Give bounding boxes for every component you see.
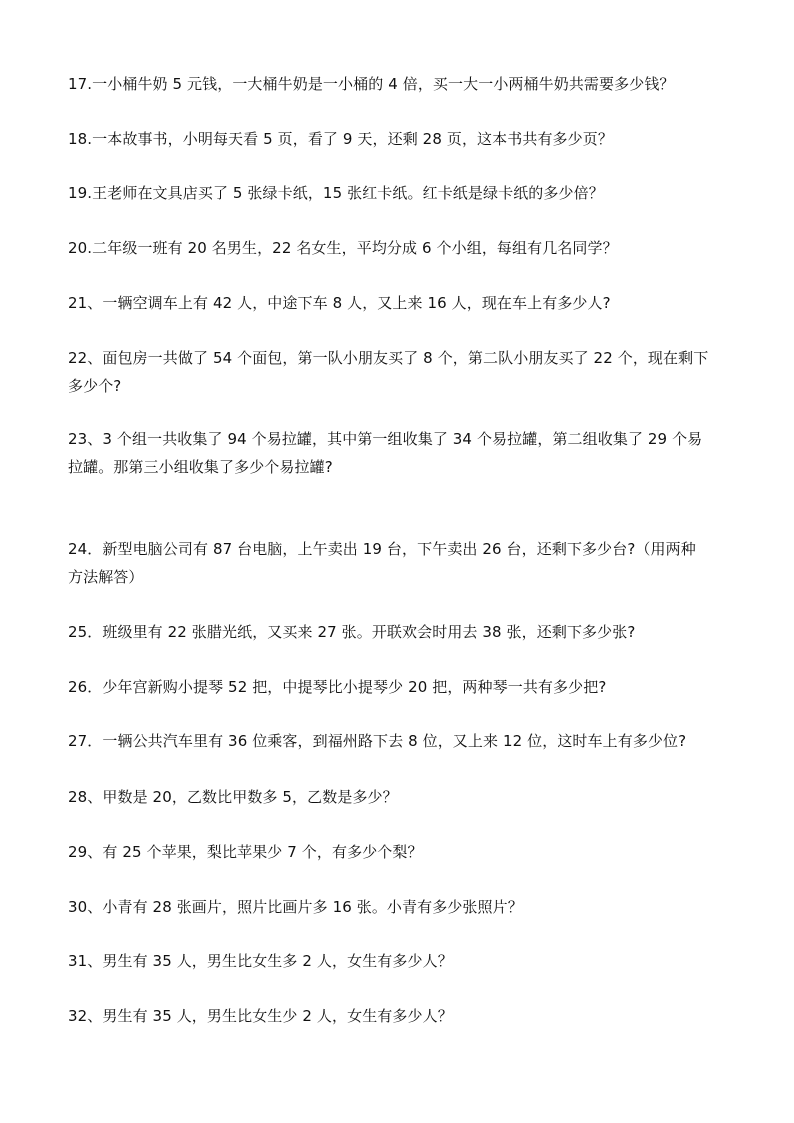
- question-30: [68, 893, 730, 921]
- question-17-line-1: 17.一小桶牛奶 5 元钱，一大桶牛奶是一小桶的 4 倍，买一大一小两桶牛奶共需要多少钱？: [68, 75, 675, 93]
- question-22-line-2: 多少个?: [68, 377, 122, 395]
- question-29-line-1: 29、有 25 个苹果，梨比苹果少 7 个，有多少个梨？: [68, 843, 423, 861]
- question-17: [68, 70, 730, 98]
- question-19-line-1: 19.王老师在文具店买了 5 张绿卡纸，15 张红卡纸。红卡纸是绿卡纸的多少倍？: [68, 184, 604, 202]
- question-24-line-2: 方法解答）: [68, 568, 144, 586]
- question-28: [68, 783, 730, 811]
- question-28-line-1: 28、甲数是 20，乙数比甲数多 5，乙数是多少？: [68, 788, 398, 806]
- question-26-line-1: 26．少年宫新购小提琴 52 把，中提琴比小提琴少 20 把，两种琴一共有多少把?: [68, 678, 607, 696]
- question-32-line-1: 32、男生有 35 人，男生比女生少 2 人，女生有多少人？: [68, 1007, 453, 1025]
- question-18-line-1: 18.一本故事书，小明每天看 5 页，看了 9 天，还剩 28 页，这本书共有多少页？: [68, 130, 613, 148]
- question-25-line-1: 25．班级里有 22 张腊光纸，又买来 27 张。开联欢会时用去 38 张，还剩下多少张?: [68, 623, 636, 641]
- question-25: [68, 618, 730, 646]
- question-21-line-1: 21、一辆空调车上有 42 人，中途下车 8 人，又上来 16 人，现在车上有多少人?: [68, 294, 611, 312]
- question-31: [68, 947, 730, 975]
- question-22: [68, 344, 730, 400]
- question-19: [68, 179, 730, 207]
- question-23: [68, 425, 730, 481]
- question-21: [68, 289, 730, 317]
- question-18: [68, 125, 730, 153]
- question-23-line-1: 23、3 个组一共收集了 94 个易拉罐，其中第一组收集了 34 个易拉罐，第二组收集了 29 个易: [68, 430, 703, 448]
- question-27-line-1: 27．一辆公共汽车里有 36 位乘客，到福州路下去 8 位，又上来 12 位，这时车上有多少位?: [68, 732, 687, 750]
- question-31-line-1: 31、男生有 35 人，男生比女生多 2 人，女生有多少人？: [68, 952, 453, 970]
- question-29: [68, 838, 730, 866]
- question-26: [68, 673, 730, 701]
- question-24: [68, 535, 730, 591]
- question-27: [68, 727, 730, 755]
- question-20: [68, 234, 730, 262]
- question-22-line-1: 22、面包房一共做了 54 个面包，第一队小朋友买了 8 个，第二队小朋友买了 22 个，现在剩下: [68, 349, 709, 367]
- question-30-line-1: 30、小青有 28 张画片，照片比画片多 16 张。小青有多少张照片？: [68, 898, 523, 916]
- question-24-line-1: 24．新型电脑公司有 87 台电脑，上午卖出 19 台，下午卖出 26 台，还剩下多少台?（用两种: [68, 540, 696, 558]
- question-32: [68, 1002, 730, 1030]
- question-20-line-1: 20.二年级一班有 20 名男生，22 名女生，平均分成 6 个小组，每组有几名同学？: [68, 239, 618, 257]
- question-23-line-2: 拉罐。那第三小组收集了多少个易拉罐?: [68, 458, 333, 476]
